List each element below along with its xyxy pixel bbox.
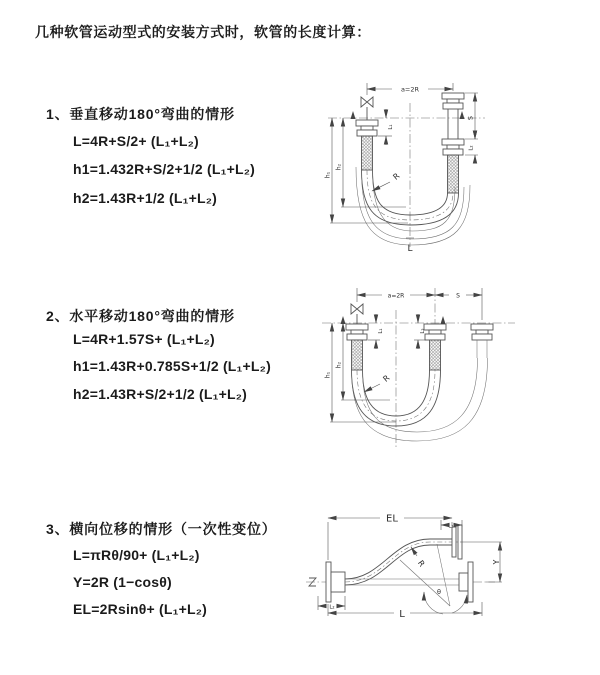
section-1-formula-h2: h2=1.43R+1/2 (L₁+L₂)	[73, 190, 218, 206]
dimension-l1	[368, 314, 384, 349]
section-3-formula-l: L=πRθ/90+ (L₁+L₂)	[73, 547, 200, 563]
section-2-formula-l: L=4R+1.57S+ (L₁+L₂)	[73, 331, 215, 347]
dim-label-h1: h₁	[324, 371, 332, 379]
dim-label-length: L	[407, 244, 413, 254]
dimension-s	[435, 293, 482, 300]
diagram-vertical-180-bend	[310, 75, 600, 270]
dim-label-radius: R	[381, 373, 392, 384]
diagram-horizontal-180-bend	[310, 280, 600, 465]
section-1-formula-h1: h1=1.432R+S/2+1/2 (L₁+L₂)	[73, 161, 255, 177]
dim-label-l2: L₂	[329, 604, 335, 611]
left-pipe-assembly	[356, 120, 378, 170]
section-2-formula-h2: h2=1.43R+S/2+1/2 (L₁+L₂)	[73, 386, 248, 402]
dimension-l2	[469, 133, 476, 161]
dimension-l2	[414, 314, 426, 349]
angle-label-theta: θ	[437, 588, 441, 596]
middle-pipe-assembly	[424, 324, 446, 370]
valve-icon	[351, 304, 363, 324]
dim-label-length: L	[399, 609, 405, 620]
section-3-formula-y: Y=2R (1−cosθ)	[73, 574, 172, 590]
right-pipe-assembly	[442, 93, 464, 193]
dimension-length	[406, 238, 414, 254]
dim-label-s: S	[466, 115, 475, 121]
dim-label-s: S	[456, 292, 460, 300]
left-pipe-assembly	[346, 324, 368, 370]
dim-label-radius: R	[391, 171, 402, 182]
dimension-l1	[378, 109, 394, 145]
section-3-heading: 3、横向位移的情形（一次性变位）	[46, 521, 277, 537]
dim-label-l1: L₁	[388, 124, 394, 130]
section-3-formula-el: EL=2Rsinθ+ (L₁+L₂)	[73, 601, 208, 617]
left-flange	[326, 562, 345, 602]
right-pipe-assembly	[471, 324, 493, 358]
section-2-heading: 2、水平移动180°弯曲的情形	[46, 308, 235, 324]
dimension-a2r	[367, 83, 453, 95]
radius-leader	[372, 171, 402, 191]
dim-label-el: EL	[386, 513, 398, 525]
radius-leader	[411, 547, 427, 569]
dim-label-l2: L₂	[420, 328, 426, 334]
dim-label-y: Y	[492, 559, 501, 565]
dim-label-l2: L₂	[468, 145, 475, 151]
page-title: 几种软管运动型式的安装方式时，软管的长度计算：	[35, 24, 371, 40]
dim-label-l1: L₁	[448, 523, 454, 530]
dim-label-h2: h₂	[335, 163, 343, 171]
hose-u-curves	[352, 358, 488, 441]
dim-label-h2: h₂	[335, 361, 343, 369]
section-1-heading: 1、垂直移动180°弯曲的情形	[46, 106, 235, 122]
dim-label-a2r: a=2R	[400, 85, 420, 94]
dim-label-l1: L₁	[378, 328, 384, 334]
dimension-l2	[318, 596, 345, 611]
radius-leader	[364, 373, 392, 392]
diagram-lateral-displacement	[300, 498, 600, 653]
dim-label-radius: R	[415, 558, 427, 569]
section-2-formula-h1: h1=1.43R+0.785S+1/2 (L₁+L₂)	[73, 358, 271, 374]
dimension-el	[328, 514, 452, 561]
valve-icon	[361, 97, 373, 120]
section-1-formula-l: L=4R+S/2+ (L₁+L₂)	[73, 133, 199, 149]
dimension-length	[328, 602, 482, 620]
dim-label-h1: h₁	[324, 171, 332, 179]
dim-label-a2r: a=2R	[387, 292, 405, 300]
